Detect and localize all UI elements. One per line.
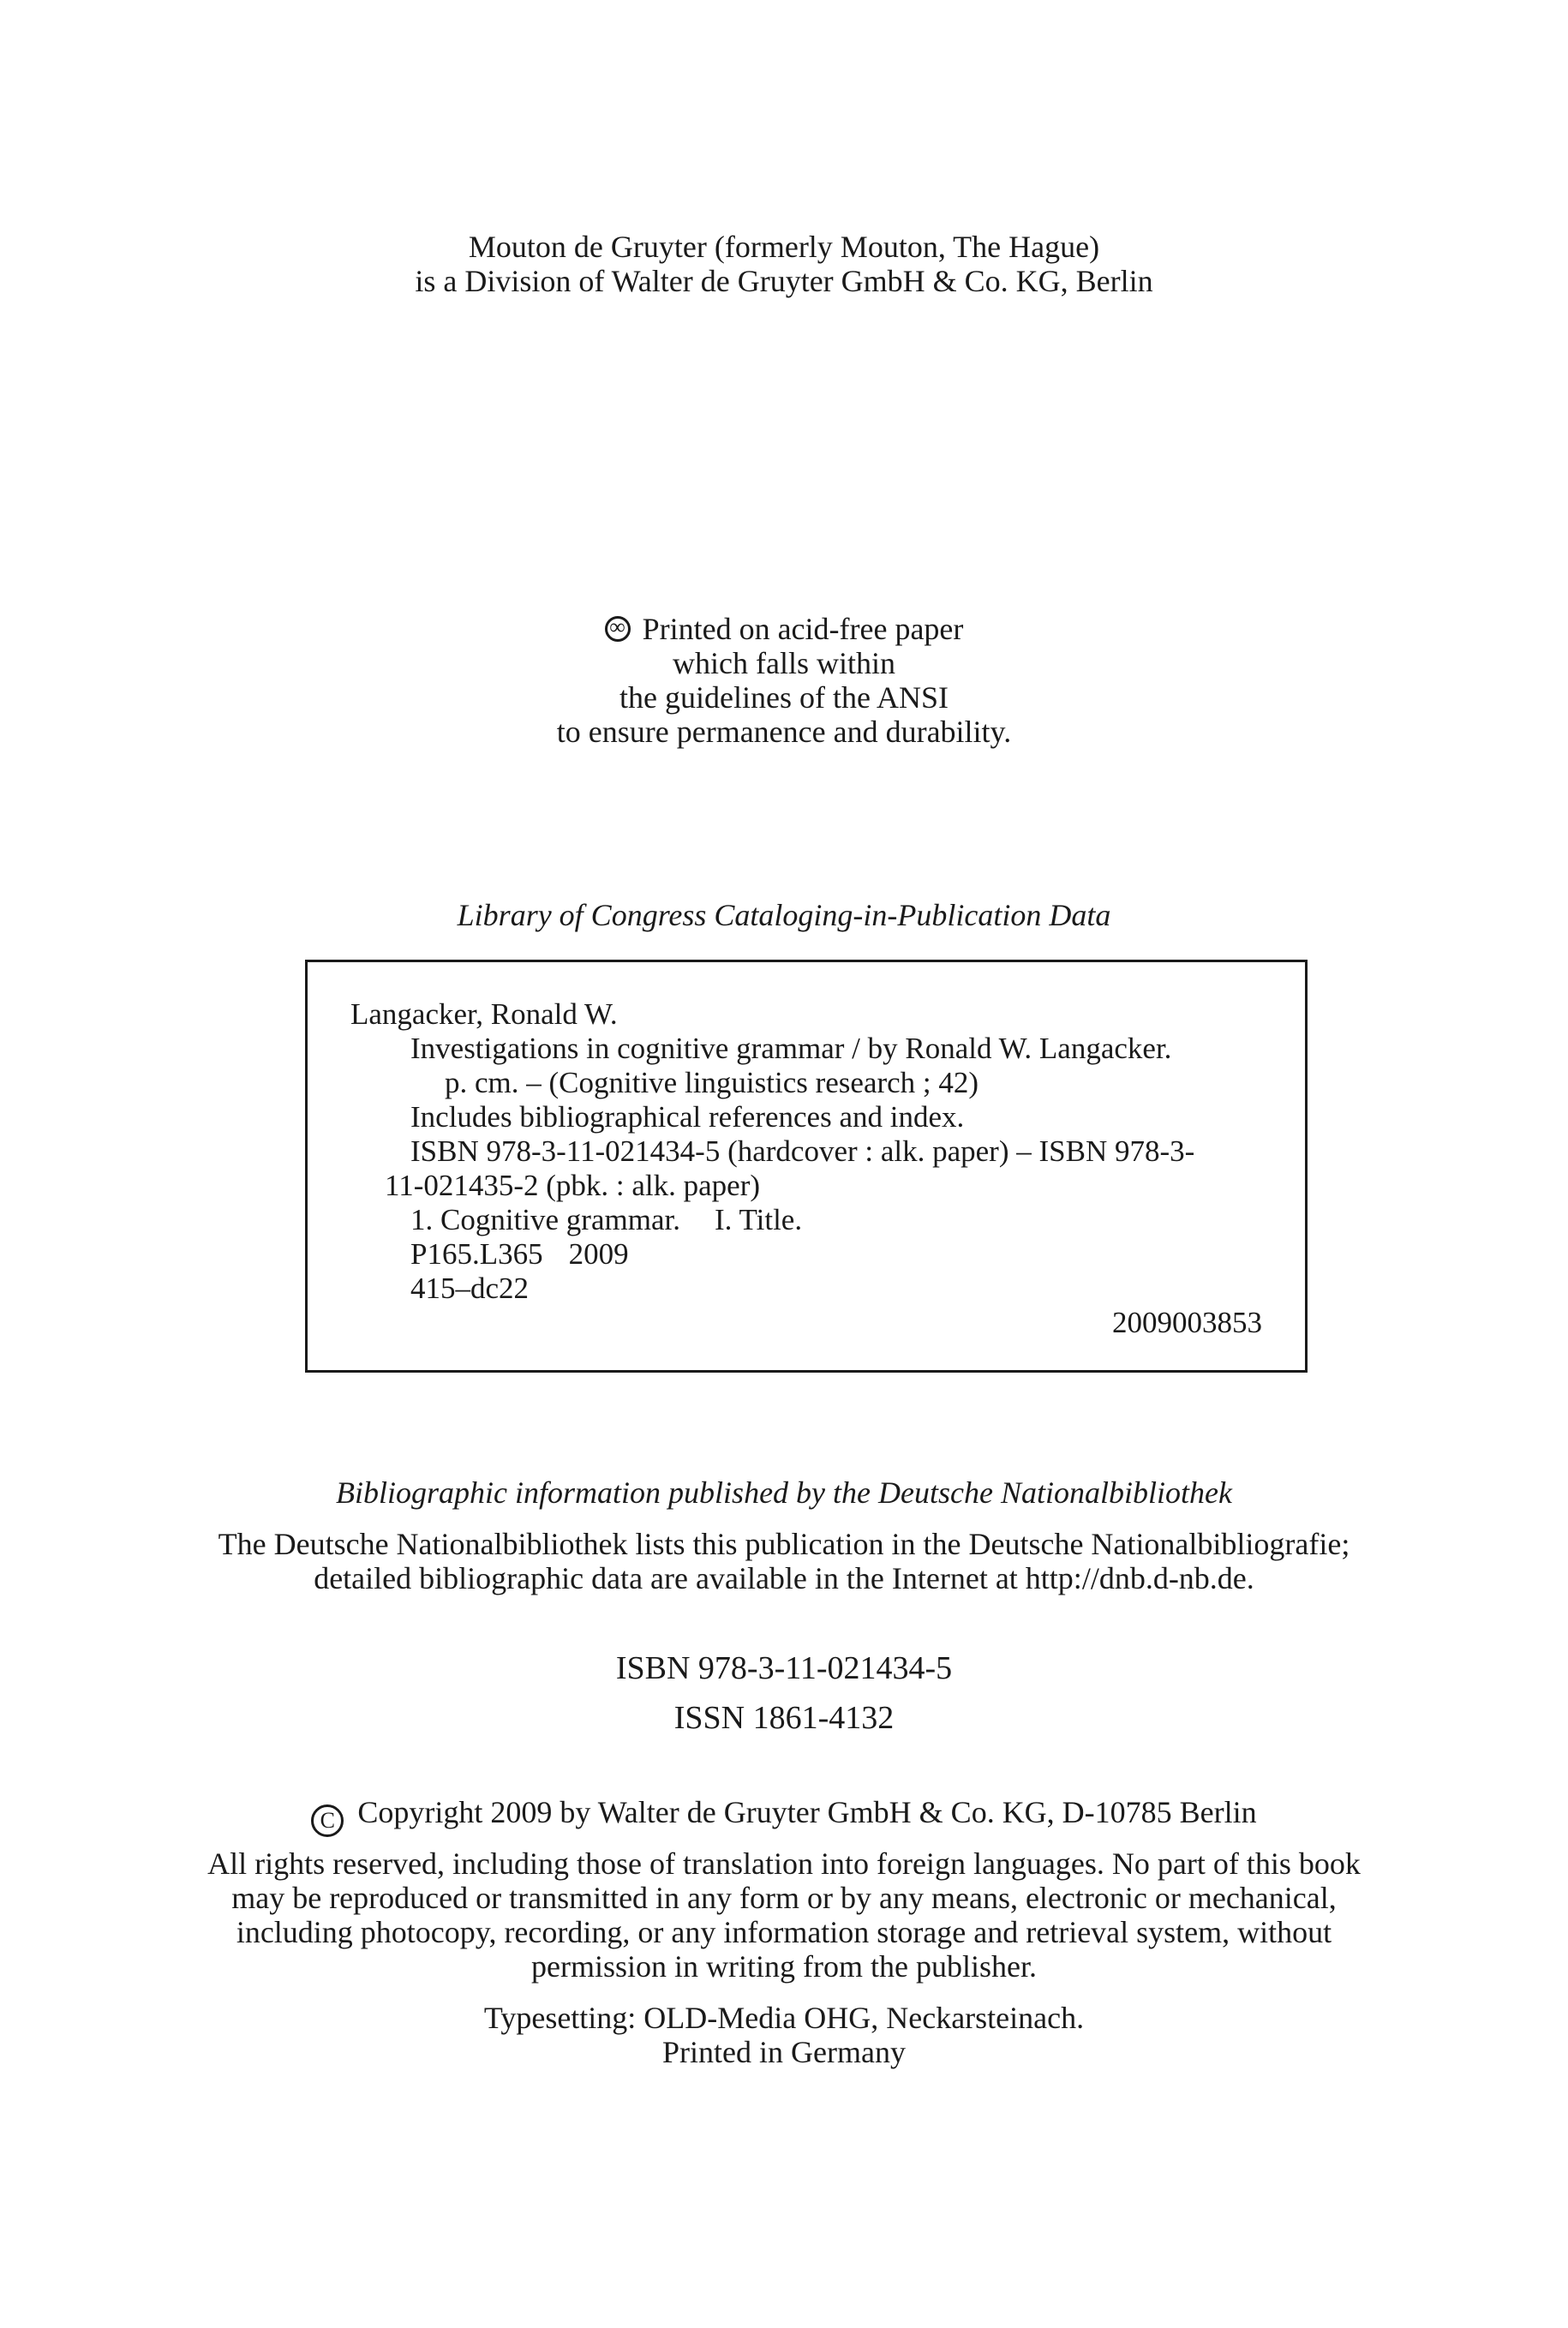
acid-free-paper-icon xyxy=(605,616,631,642)
dnb-line-1: The Deutsche Nationalbibliothek lists this publication in the Deutsche Nationalbibliografie; xyxy=(218,1527,1350,1561)
paper-notice-line-3: the guidelines of the ANSI xyxy=(619,680,949,715)
paper-notice-text: Printed on acid-free paper xyxy=(642,612,964,646)
cip-isbn-b: 11-021435-2 (pbk. : alk. paper) xyxy=(385,1169,761,1202)
isbn: ISBN 978-3-11-021434-5 xyxy=(615,1650,953,1686)
rights-line-2: may be reproduced or transmitted in any form or by any means, electronic or mechanical, xyxy=(231,1881,1337,1915)
cip-heading: Library of Congress Cataloging-in-Publication Data xyxy=(457,898,1111,932)
copyright-line xyxy=(0,1795,1568,1837)
cip-includes: Includes bibliographical references and index. xyxy=(410,1100,965,1134)
dnb-heading: Bibliographic information published by the Deutsche Nationalbibliothek xyxy=(336,1475,1232,1510)
cip-subject-2: I. Title. xyxy=(714,1203,803,1236)
cip-record-box xyxy=(305,960,1308,1373)
rights-line-1: All rights reserved, including those of translation into foreign languages. No part of this book xyxy=(207,1846,1361,1881)
copyright-text: Copyright 2009 by Walter de Gruyter GmbH & Co. KG, D-10785 Berlin xyxy=(357,1795,1257,1829)
cip-series: p. cm. – (Cognitive linguistics research ; 42) xyxy=(445,1066,979,1099)
rights-line-4: permission in writing from the publisher. xyxy=(531,1949,1037,1984)
cip-title: Investigations in cognitive grammar / by Ronald W. Langacker. xyxy=(410,1032,1172,1065)
dnb-line-2: detailed bibliographic data are available in the Internet at http://dnb.d-nb.de. xyxy=(314,1561,1254,1595)
cip-lccn: 2009003853 xyxy=(1112,1306,1262,1339)
publisher-line-1: Mouton de Gruyter (formerly Mouton, The Hague) xyxy=(468,230,1100,264)
paper-notice-line-2: which falls within xyxy=(673,646,895,680)
cip-author: Langacker, Ronald W. xyxy=(350,997,618,1031)
rights-line-3: including photocopy, recording, or any information storage and retrieval system, without xyxy=(236,1915,1332,1949)
paper-notice-line-1 xyxy=(0,612,1568,646)
cip-class-2: 2009 xyxy=(568,1237,629,1271)
cip-subjects xyxy=(410,1203,802,1237)
cip-subject-1: 1. Cognitive grammar. xyxy=(410,1203,680,1236)
issn: ISSN 1861-4132 xyxy=(673,1700,895,1736)
paper-notice-line-4: to ensure permanence and durability. xyxy=(556,715,1012,749)
cip-classification xyxy=(410,1237,629,1272)
cip-dewey: 415–dc22 xyxy=(410,1272,530,1305)
printed-in: Printed in Germany xyxy=(662,2035,906,2069)
copyright-icon: C xyxy=(311,1804,344,1837)
typesetting: Typesetting: OLD-Media OHG, Neckarsteinach. xyxy=(483,2001,1085,2035)
cip-isbn-a: ISBN 978-3-11-021434-5 (hardcover : alk. paper) – ISBN 978-3- xyxy=(410,1134,1195,1168)
cip-class-1: P165.L365 xyxy=(410,1237,543,1271)
publisher-line-2: is a Division of Walter de Gruyter GmbH & Co. KG, Berlin xyxy=(415,264,1153,298)
